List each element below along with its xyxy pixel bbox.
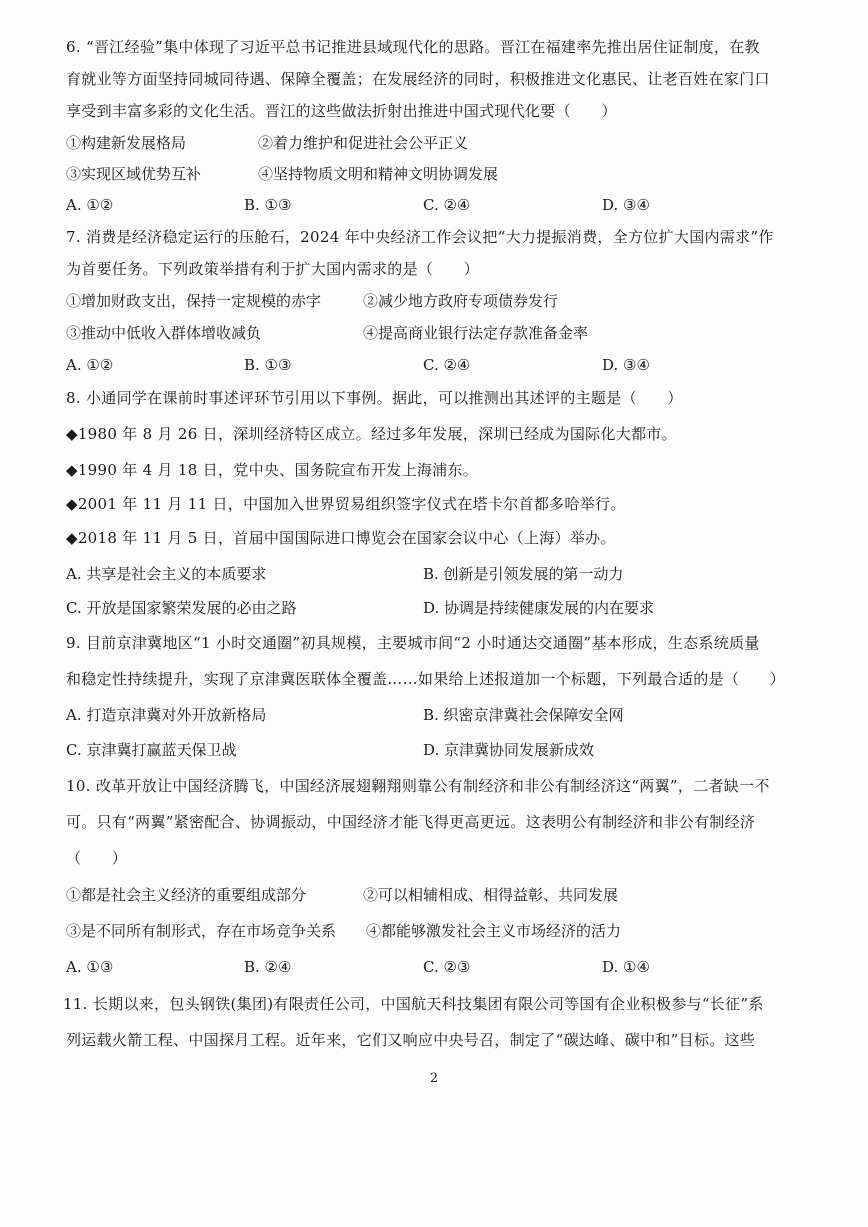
q8-event-4: ◆2018 年 11 月 5 日，首届中国国际进口博览会在国家会议中心（上海）举办。 xyxy=(66,529,616,547)
q10-stem-line-2: 可。只有“两翼”紧密配合、协调振动，中国经济才能飞得更高更远。这表明公有制经济和非公有制经济 xyxy=(66,813,756,831)
q10-option-c: C. ②③ xyxy=(423,958,471,976)
q8-option-d: D. 协调是持续健康发展的内在要求 xyxy=(423,599,655,617)
q7-stem-line-2: 为首要任务。下列政策举措有利于扩大国内需求的是（ ） xyxy=(66,260,480,278)
q10-option-d: D. ①④ xyxy=(602,958,650,976)
q10-item-2: ②可以相辅相成、相得益彰、共同发展 xyxy=(363,886,619,904)
q9-stem-line-2: 和稳定性持续提升，实现了京津冀医联体全覆盖……如果给上述报道加一个标题，下列最合适的是（ ） xyxy=(66,670,786,688)
q6-stem-line-1: 6. “晋江经验”集中体现了习近平总书记推进县域现代化的思路。晋江在福建率先推出居住证制度，在教 xyxy=(66,38,760,56)
q9-options-row-2 xyxy=(66,739,786,761)
q6-option-c: C. ②④ xyxy=(423,196,471,214)
q10-stem-line-1: 10. 改革开放让中国经济腾飞，中国经济展翅翱翔则靠公有制经济和非公有制经济这“两翼”，二者缺一不 xyxy=(66,777,770,795)
q11-stem-line-2: 列运载火箭工程、中国探月工程。近年来，它们又响应中央号召，制定了“碳达峰、碳中和”目标。这些 xyxy=(66,1031,756,1049)
q6-stem-line-3: 享受到丰富多彩的文化生活。晋江的这些做法折射出推进中国式现代化要（ ） xyxy=(66,102,617,120)
q10-item-1: ①都是社会主义经济的重要组成部分 xyxy=(66,886,307,904)
q8-event-2: ◆1990 年 4 月 18 日，党中央、国务院宣布开发上海浦东。 xyxy=(66,461,479,479)
q6-item-1: ①构建新发展格局 xyxy=(66,134,187,152)
q6-stem-line-2: 育就业等方面坚持同城同待遇、保障全覆盖；在发展经济的同时，积极推进文化惠民、让老百姓在家门口 xyxy=(66,70,770,88)
q7-option-c: C. ②④ xyxy=(423,356,471,374)
q6-item-3: ③实现区域优势互补 xyxy=(66,165,202,183)
q7-item-3: ③推动中低收入群体增收减负 xyxy=(66,324,262,342)
q7-option-b: B. ①③ xyxy=(244,356,292,374)
q10-items-row-2 xyxy=(66,920,786,942)
q8-event-1: ◆1980 年 8 月 26 日，深圳经济特区成立。经过多年发展，深圳已经成为国际化大都市。 xyxy=(66,425,677,443)
q6-option-d: D. ③④ xyxy=(602,196,650,214)
q6-options xyxy=(66,194,786,216)
q7-items-row-1 xyxy=(66,290,786,312)
q8-option-b: B. 创新是引领发展的第一动力 xyxy=(423,565,624,583)
q7-option-d: D. ③④ xyxy=(602,356,650,374)
q7-options xyxy=(66,354,786,376)
q7-item-4: ④提高商业银行法定存款准备金率 xyxy=(363,324,589,342)
q11-stem-line-1: 11. 长期以来，包头钢铁(集团)有限责任公司，中国航天科技集团有限公司等国有企业积极参与“长征”系 xyxy=(63,995,764,1013)
q8-event-3: ◆2001 年 11 月 11 日，中国加入世界贸易组织签字仪式在塔卡尔首都多哈举行。 xyxy=(66,495,626,513)
q6-item-2: ②着力维护和促进社会公平正义 xyxy=(258,134,469,152)
q6-option-b: B. ①③ xyxy=(244,196,292,214)
q9-option-d: D. 京津冀协同发展新成效 xyxy=(423,741,595,759)
q10-option-a: A. ①③ xyxy=(66,958,114,976)
q8-options-row-1 xyxy=(66,563,786,585)
q7-item-2: ②减少地方政府专项债券发行 xyxy=(363,292,559,310)
q10-item-4: ④都能够激发社会主义市场经济的活力 xyxy=(366,922,622,940)
q6-items-row-1 xyxy=(66,132,786,154)
q9-options-row-1 xyxy=(66,704,786,726)
q10-item-3: ③是不同所有制形式，存在市场竞争关系 xyxy=(66,922,337,940)
q6-option-a: A. ①② xyxy=(66,196,114,214)
q10-options xyxy=(66,956,786,978)
q7-option-a: A. ①② xyxy=(66,356,114,374)
q8-stem: 8. 小通同学在课前时事述评环节引用以下事例。据此，可以推测出其述评的主题是（ ） xyxy=(66,389,683,407)
q10-option-b: B. ②④ xyxy=(244,958,292,976)
q9-stem-line-1: 9. 目前京津冀地区“1 小时交通圈”初具规模，主要城市间“2 小时通达交通圈”基本形成，生态系统质量 xyxy=(66,634,760,652)
q8-option-c: C. 开放是国家繁荣发展的必由之路 xyxy=(66,599,297,617)
q10-stem-line-3: （ ） xyxy=(66,849,128,867)
q8-option-a: A. 共享是社会主义的本质要求 xyxy=(66,565,267,583)
q7-items-row-2 xyxy=(66,322,786,344)
q9-option-a: A. 打造京津冀对外开放新格局 xyxy=(66,706,267,724)
q10-items-row-1 xyxy=(66,884,786,906)
page-number: 2 xyxy=(429,1071,439,1086)
q8-options-row-2 xyxy=(66,597,786,619)
q7-stem-line-1: 7. 消费是经济稳定运行的压舱石，2024 年中央经济工作会议把“大力提振消费，全方位扩大国内需求”作 xyxy=(66,228,774,246)
q7-item-1: ①增加财政支出，保持一定规模的赤字 xyxy=(66,292,322,310)
q6-items-row-2 xyxy=(66,163,786,185)
q9-option-c: C. 京津冀打赢蓝天保卫战 xyxy=(66,741,237,759)
q9-option-b: B. 织密京津冀社会保障安全网 xyxy=(423,706,624,724)
q6-item-4: ④坚持物质文明和精神文明协调发展 xyxy=(258,165,499,183)
